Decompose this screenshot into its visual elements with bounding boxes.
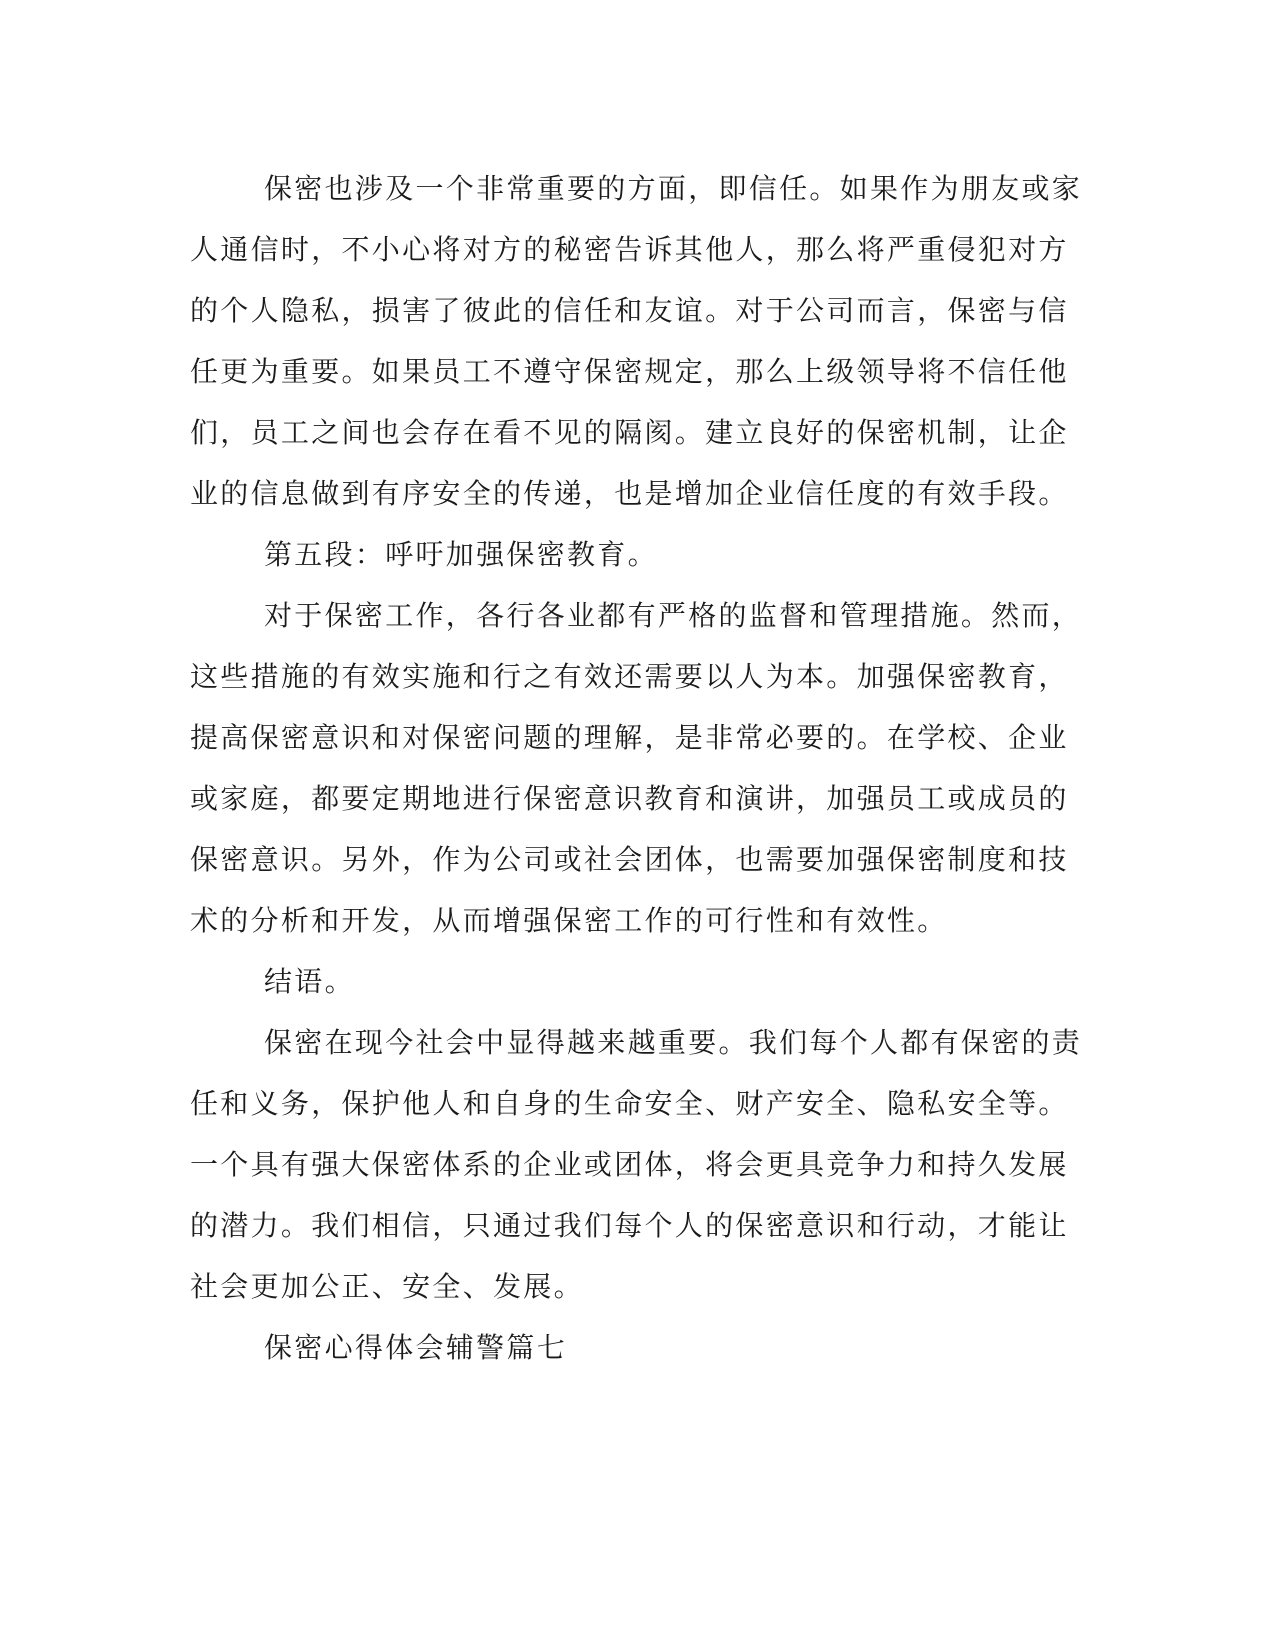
paragraph-conclusion: 保密在现今社会中显得越来越重要。我们每个人都有保密的责任和义务，保护他人和自身的生命安全、财产安全、隐私安全等。一个具有强大保密体系的企业或团体，将会更具竞争力和持久发展的潜力。我们相信，只通过我们每个人的保密意识和行动，才能让社会更加公正、安全、发展。	[190, 1026, 1083, 1303]
paragraph-trust: 保密也涉及一个非常重要的方面，即信任。如果作为朋友或家人通信时，不小心将对方的秘密告诉其他人，那么将严重侵犯对方的个人隐私，损害了彼此的信任和友谊。对于公司而言，保密与信任更为重要。如果员工不遵守保密规定，那么上级领导将不信任他们，员工之间也会存在看不见的隔阂。建立良好的保密机制，让企业的信息做到有序安全的传递，也是增加企业信任度的有效手段。	[190, 172, 1083, 510]
document-body	[190, 158, 1090, 1378]
article-title-seven: 保密心得体会辅警篇七	[264, 1331, 568, 1364]
paragraph-education: 对于保密工作，各行各业都有严格的监督和管理措施。然而，这些措施的有效实施和行之有效还需要以人为本。加强保密教育，提高保密意识和对保密问题的理解，是非常必要的。在学校、企业或家庭，都要定期地进行保密意识教育和演讲，加强员工或成员的保密意识。另外，作为公司或社会团体，也需要加强保密制度和技术的分析和开发，从而增强保密工作的可行性和有效性。	[190, 599, 1083, 937]
section-heading-five: 第五段：呼吁加强保密教育。	[264, 538, 658, 571]
section-heading-conclusion: 结语。	[264, 965, 355, 998]
